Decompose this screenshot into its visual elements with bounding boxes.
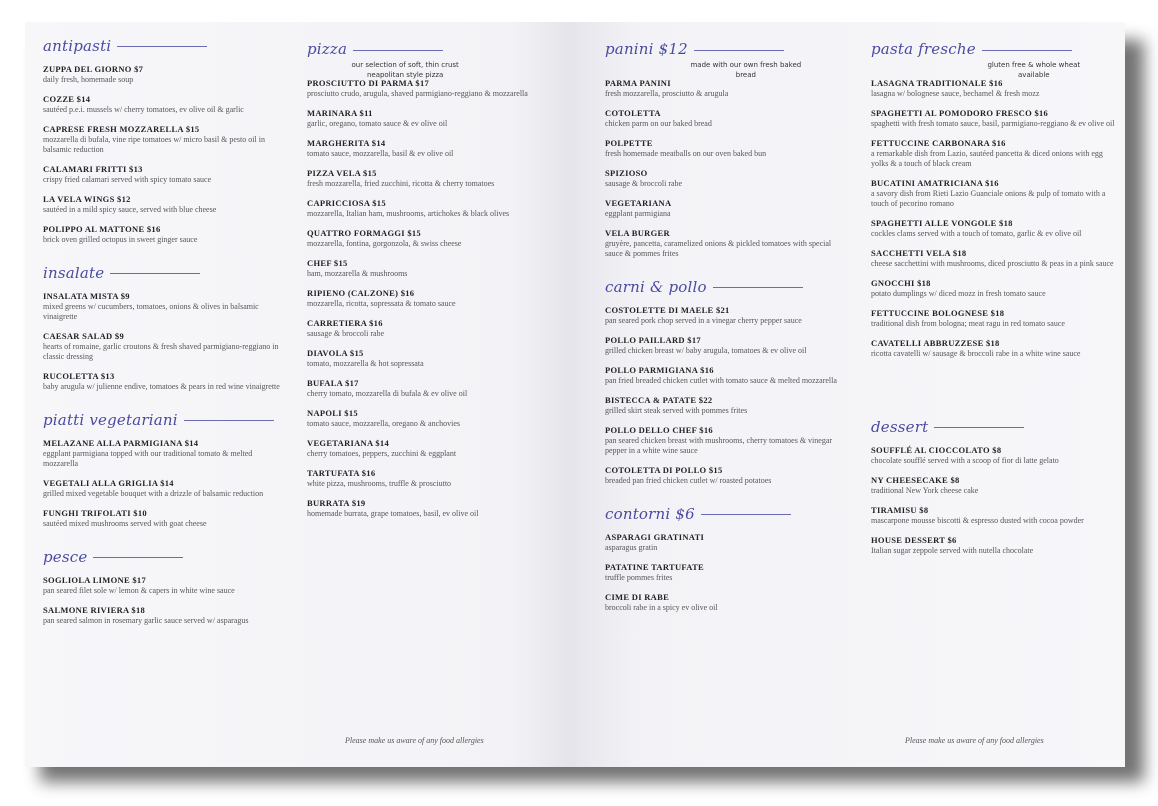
menu-item [307,348,552,369]
section-title: pesce [43,548,88,566]
menu-item-name: MARINARA $11 [307,108,373,118]
menu-item [871,505,1116,526]
menu-item [871,108,1116,129]
menu-item [307,78,552,99]
section-header [43,547,288,567]
menu-item-description: fresh homemade meatballs on our oven baked bun [605,149,767,158]
menu-item [605,78,850,99]
menu-item-name: BUFALA $17 [307,378,359,388]
section-contorni [605,504,850,613]
menu-item-name: BUCATINI AMATRICIANA $16 [871,178,999,188]
section-title: piatti vegetariani [43,411,178,429]
menu-item-description: prosciutto crudo, arugula, shaved parmigiano-reggiano & mozzarella [307,89,528,98]
menu-item-description: cherry tomatoes, peppers, zucchini & eggplant [307,449,457,458]
menu-item-name: CHEF $15 [307,258,348,268]
right-column-1 [605,36,850,631]
menu-item [871,475,1116,496]
menu-item-name: CARRETIERA $16 [307,318,383,328]
menu-item-description: sautéed p.e.i. mussels w/ cherry tomatoes, ev olive oil & garlic [43,105,244,114]
menu-item-name: VEGETARIANA $14 [307,438,390,448]
menu-item [605,138,850,159]
menu-item-description: lasagna w/ bolognese sauce, bechamel & fresh mozz [871,89,1040,98]
menu-item [307,468,552,489]
menu-item [43,164,288,185]
allergy-note-right: Please make us aware of any food allergies [905,736,1044,745]
section-pasta-fresche [871,36,1116,359]
menu-item [307,228,552,249]
section-rule [701,514,791,515]
menu-item-description: mozzarella di bufala, vine ripe tomatoes w/ micro basil & pesto oil in balsamic reduction [43,135,265,154]
menu-item-name: SALMONE RIVIERA $18 [43,605,146,615]
section-rule [934,427,1024,428]
allergy-note: Please make us aware of any food allergies [345,736,484,745]
menu-item [605,395,850,416]
menu-item-name: SOGLIOLA LIMONE $17 [43,575,146,585]
menu-item-description: broccoli rabe in a spicy ev olive oil [605,603,718,612]
menu-item [43,605,288,626]
section-header [43,410,288,430]
menu-item-description: Italian sugar zeppole served with nutella chocolate [871,546,1034,555]
menu-item [871,535,1116,556]
menu-item [871,445,1116,466]
menu-item-name: SPAGHETTI ALLE VONGOLE $18 [871,218,1013,228]
menu-item-description: grilled mixed vegetable bouquet with a drizzle of balsamic reduction [43,489,264,498]
menu-item-description: gruyère, pancetta, caramelized onions & pickled tomatoes with special sauce & pommes frites [605,239,832,258]
section-title: insalate [43,264,105,282]
menu-item-name: RUCOLETTA $13 [43,371,115,381]
menu-item-description: eggplant parmigiana topped with our traditional tomato & melted mozzarella [43,449,253,468]
section-header [43,36,288,56]
menu-item-description: eggplant parmigiana [605,209,671,218]
menu-item-description: pan seared pork chop served in a vinegar cherry pepper sauce [605,316,802,325]
menu-item [43,224,288,245]
menu-item-name: PROSCIUTTO DI PARMA $17 [307,78,430,88]
section-title: pizza [307,40,348,58]
menu-item [307,378,552,399]
menu-item-name: TIRAMISU $8 [871,505,929,515]
section-panini [605,36,850,259]
menu-item-description: white pizza, mushrooms, truffle & prosciutto [307,479,452,488]
menu-item-name: VELA BURGER [605,228,670,238]
menu-item-description: mozzarella, Italian ham, mushrooms, artichokes & black olives [307,209,510,218]
menu-item-description: tomato sauce, mozzarella, basil & ev olive oil [307,149,454,158]
menu-item [605,592,850,613]
menu-item-name: PIZZA VELA $15 [307,168,377,178]
section-header [43,263,288,283]
section-note: made with our own fresh baked bread [690,61,802,79]
menu-item-description: fresh mozzarella, fried zucchini, ricotta & cherry tomatoes [307,179,495,188]
section-header [605,36,850,79]
section-title: panini $12 [605,40,688,58]
menu-item-description: mozzarella, fontina, gorgonzola, & swiss cheese [307,239,462,248]
menu-item-description: chicken parm on our baked bread [605,119,712,128]
menu-item [307,498,552,519]
menu-item-description: mascarpone mousse biscotti & espresso dusted with cocoa powder [871,516,1084,525]
menu-item [871,338,1116,359]
menu-item [43,438,288,469]
menu-item-description: tomato sauce, mozzarella, oregano & anchovies [307,419,461,428]
section-note: our selection of soft, thin crust neapolitan style pizza [351,61,459,79]
menu-item-description: truffle pommes frites [605,573,673,582]
menu-item-name: TARTUFATA $16 [307,468,376,478]
section-title: contorni $6 [605,505,695,523]
menu-item [871,178,1116,209]
right-page [575,22,1125,767]
menu-item-name: POLLO PARMIGIANA $16 [605,365,714,375]
menu-item-name: DIAVOLA $15 [307,348,364,358]
section-title: carni & pollo [605,278,707,296]
menu-item-name: COTOLETTA [605,108,661,118]
menu-item-name: MARGHERITA $14 [307,138,386,148]
menu-item-description: garlic, oregano, tomato sauce & ev olive oil [307,119,448,128]
menu-item-name: QUATTRO FORMAGGI $15 [307,228,421,238]
menu-item [307,438,552,459]
menu-item-name: VEGETARIANA [605,198,672,208]
menu-item [43,64,288,85]
menu-item [605,365,850,386]
menu-item-description: homemade burrata, grape tomatoes, basil, ev olive oil [307,509,479,518]
menu-item [43,508,288,529]
section-antipasti [43,36,288,245]
menu-item-description: mixed greens w/ cucumbers, tomatoes, onions & olives in balsamic vinaigrette [43,302,259,321]
menu-item-description: sausage & broccoli rabe [307,329,385,338]
menu-item-name: ASPARAGI GRATINATI [605,532,705,542]
right-column-2 [871,36,1116,574]
menu-item [605,425,850,456]
menu-item [605,305,850,326]
menu-item-description: daily fresh, homemade soup [43,75,134,84]
menu-item-name: NAPOLI $15 [307,408,358,418]
menu-item-name: VEGETALI ALLA GRIGLIA $14 [43,478,174,488]
menu-item-name: MELAZANE ALLA PARMIGIANA $14 [43,438,199,448]
menu-item-description: asparagus gratin [605,543,658,552]
menu-item-name: FETTUCCINE CARBONARA $16 [871,138,1006,148]
section-header [871,417,1116,437]
menu-item [307,258,552,279]
menu-item-name: COSTOLETTE DI MAELE $21 [605,305,730,315]
section-rule [117,46,207,47]
menu-item-name: POLLO PAILLARD $17 [605,335,701,345]
section-carni-pollo [605,277,850,486]
menu-item-name: FUNGHI TRIFOLATI $10 [43,508,147,518]
menu-item-description: cheese sacchettini with mushrooms, diced prosciutto & peas in a pink sauce [871,259,1114,268]
menu-item-description: traditional New York cheese cake [871,486,979,495]
menu-item-name: LA VELA WINGS $12 [43,194,131,204]
menu-item [605,168,850,189]
menu-item-name: LASAGNA TRADITIONALE $16 [871,78,1003,88]
section-note: gluten free & whole wheat available [987,61,1081,79]
menu-item-name: CAVATELLI ABBRUZZESE $18 [871,338,1000,348]
section-header [307,36,552,79]
section-header [871,36,1116,79]
section-rule [184,420,274,421]
menu-item-name: ZUPPA DEL GIORNO $7 [43,64,144,74]
section-title: pasta fresche [871,40,976,58]
menu-item-name: POLIPPO AL MATTONE $16 [43,224,161,234]
section-rule [713,287,803,288]
menu-item-description: cockles clams served with a touch of tomato, garlic & ev olive oil [871,229,1082,238]
menu-item-description: pan fried breaded chicken cutlet with tomato sauce & melted mozzarella [605,376,837,385]
section-rule [982,50,1072,51]
menu-item [605,108,850,129]
menu-item [43,575,288,596]
section-header [605,277,850,297]
menu-item-description: grilled skirt steak served with pommes frites [605,406,748,415]
menu-item [307,198,552,219]
menu-item-description: mozzarella, ricotta, sopressata & tomato sauce [307,299,456,308]
menu-item-description: traditional dish from bologna; meat ragu in red tomato sauce [871,319,1065,328]
menu-item-description: a remarkable dish from Lazio, sautéed pancetta & diced onions with egg yolks & a touch of black cream [871,149,1103,168]
menu-item-name: COZZE $14 [43,94,91,104]
menu-item-description: potato dumplings w/ diced mozz in fresh tomato sauce [871,289,1046,298]
section-pesce [43,547,288,626]
menu-item-description: breaded pan fried chicken cutlet w/ roasted potatoes [605,476,772,485]
left-column-2 [307,36,552,537]
menu-item-name: BISTECCA & PATATE $22 [605,395,713,405]
menu-item-name: CIME DI RABE [605,592,670,602]
menu-item-name: CALAMARI FRITTI $13 [43,164,143,174]
menu-item-name: INSALATA MISTA $9 [43,291,130,301]
menu-item-description: pan seared salmon in rosemary garlic sauce served w/ asparagus [43,616,249,625]
menu-item-name: HOUSE DESSERT $6 [871,535,957,545]
menu-item-description: spaghetti with fresh tomato sauce, basil, parmigiano-reggiano & ev olive oil [871,119,1115,128]
menu-item-description: crispy fried calamari served with spicy tomato sauce [43,175,212,184]
menu-item [307,108,552,129]
menu-item-name: CAPRESE FRESH MOZZARELLA $15 [43,124,200,134]
menu-item-name: COTOLETTA DI POLLO $15 [605,465,723,475]
section-header [605,504,850,524]
menu-item [43,94,288,115]
menu-item [605,198,850,219]
menu-item [43,478,288,499]
menu-item-description: pan seared chicken breast with mushrooms, cherry tomatoes & vinegar pepper in a white wine sauce [605,436,833,455]
menu-item-description: sausage & broccoli rabe [605,179,683,188]
menu-item [307,318,552,339]
menu-item-description: ham, mozzarella & mushrooms [307,269,408,278]
menu-item-name: GNOCCHI $18 [871,278,931,288]
menu-spread [25,22,1125,767]
section-piatti-vegetariani [43,410,288,529]
section-insalate [43,263,288,392]
menu-item-name: FETTUCCINE BOLOGNESE $18 [871,308,1005,318]
menu-item-name: SPIZIOSO [605,168,648,178]
menu-item-name: POLLO DELLO CHEF $16 [605,425,713,435]
menu-item-description: ricotta cavatelli w/ sausage & broccoli rabe in a white wine sauce [871,349,1081,358]
menu-item-description: sautéed in a mild spicy sauce, served with blue cheese [43,205,217,214]
section-title: antipasti [43,37,112,55]
menu-item-name: PATATINE TARTUFATE [605,562,705,572]
section-rule [694,50,784,51]
menu-item [871,78,1116,99]
menu-item [871,308,1116,329]
menu-item-description: sautéed mixed mushrooms served with goat cheese [43,519,207,528]
menu-item [43,371,288,392]
menu-item [307,138,552,159]
menu-item [871,278,1116,299]
menu-item [605,335,850,356]
left-column-1 [43,36,288,644]
menu-item [43,291,288,322]
menu-item [43,124,288,155]
menu-item-name: BURRATA $19 [307,498,366,508]
menu-item [605,562,850,583]
section-rule [353,50,443,51]
menu-item-description: grilled chicken breast w/ baby arugula, tomatoes & ev olive oil [605,346,807,355]
menu-item-name: NY CHEESECAKE $8 [871,475,960,485]
menu-item [43,194,288,215]
menu-item [871,138,1116,169]
menu-item-description: tomato, mozzarella & hot sopressata [307,359,424,368]
menu-item-description: cherry tomato, mozzarella di bufala & ev olive oil [307,389,468,398]
section-dessert [871,417,1116,556]
menu-item [605,532,850,553]
menu-item-description: brick oven grilled octopus in sweet ginger sauce [43,235,198,244]
menu-item-name: CAESAR SALAD $9 [43,331,125,341]
menu-item [605,228,850,259]
section-rule [93,557,183,558]
menu-item [871,248,1116,269]
section-title: dessert [871,418,929,436]
menu-item [307,168,552,189]
menu-item-description: chocolate soufflé served with a scoop of fior di latte gelato [871,456,1059,465]
menu-item-description: pan seared filet sole w/ lemon & capers in white wine sauce [43,586,235,595]
menu-item [871,218,1116,239]
menu-item-name: SACCHETTI VELA $18 [871,248,967,258]
menu-item-name: POLPETTE [605,138,653,148]
left-page [25,22,575,767]
section-pizza [307,36,552,519]
menu-item-description: a savory dish from Rieti Lazio Guanciale onions & pulp of tomato with a touch of pecorino romano [871,189,1106,208]
menu-item [43,331,288,362]
menu-item-name: PARMA PANINI [605,78,671,88]
menu-item [307,408,552,429]
menu-item [307,288,552,309]
menu-item-description: baby arugula w/ julienne endive, tomatoes & pears in red wine vinaigrette [43,382,280,391]
menu-item-name: SPAGHETTI AL POMODORO FRESCO $16 [871,108,1049,118]
section-rule [110,273,200,274]
menu-item-description: fresh mozzarella, prosciutto & arugula [605,89,729,98]
menu-item-description: hearts of romaine, garlic croutons & fresh shaved parmigiano-reggiano in classic dressing [43,342,279,361]
menu-item [605,465,850,486]
menu-item-name: SOUFFLÉ AL CIOCCOLATO $8 [871,445,1002,455]
menu-item-name: RIPIENO (CALZONE) $16 [307,288,415,298]
menu-item-name: CAPRICCIOSA $15 [307,198,386,208]
